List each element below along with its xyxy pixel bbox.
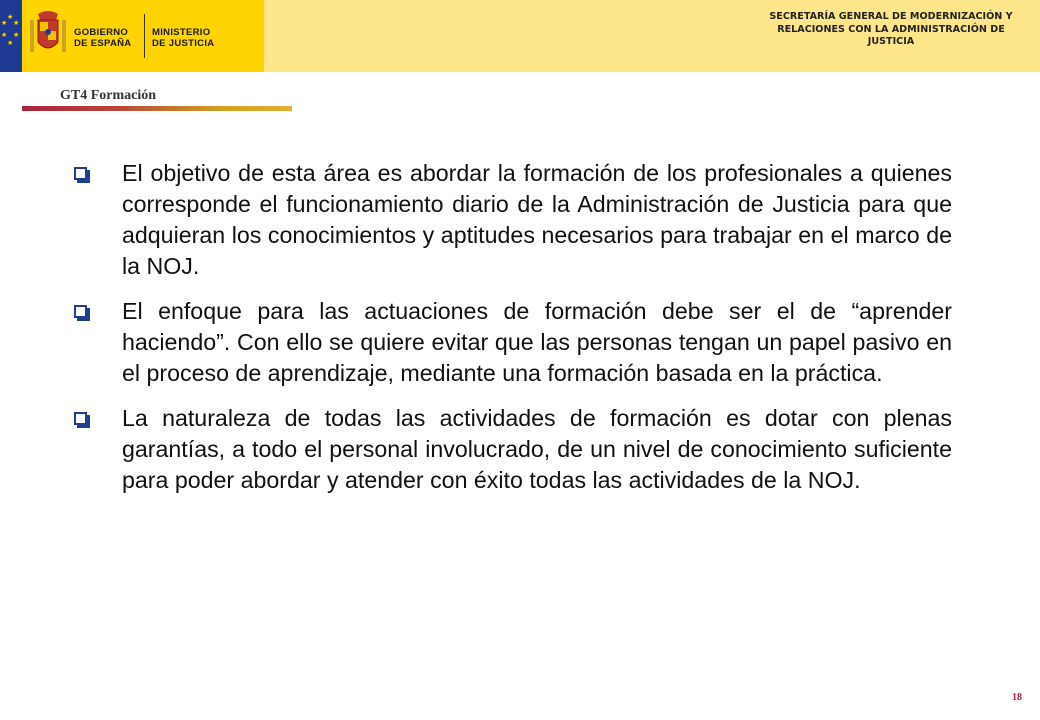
secretaria-heading: SECRETARÍA GENERAL DE MODERNIZACIÓN Y RELACIONES CON LA ADMINISTRACIÓN DE JUSTICIA [769, 11, 1013, 47]
section-title: GT4 Formación [60, 88, 157, 103]
page-number: 18 [1012, 692, 1022, 703]
title-underline-bar [22, 106, 292, 111]
checkbox-bullet-icon [74, 305, 87, 318]
bullet-text: El objetivo de esta área es abordar la formación de los profesionales a quienes corresponde el funcionamiento diario de la Administración de Justicia para que adquieran los conocimientos y aptitudes necesarios para trabajar en el marco de la NOJ. [122, 160, 952, 279]
bullet-text: El enfoque para las actuaciones de formación debe ser el de “aprender haciendo”. Con ello se quiere evitar que las personas tengan un papel pasivo en el proceso de aprendizaje, mediante una formación basada en la práctica. [122, 298, 952, 386]
checkbox-bullet-icon [74, 167, 87, 180]
checkbox-bullet-icon [74, 412, 87, 425]
logo-divider [144, 14, 145, 58]
logo-ministerio-text: MINISTERIO DE JUSTICIA [152, 27, 215, 49]
bullet-list [72, 158, 952, 510]
bullet-text: La naturaleza de todas las actividades de formación es dotar con plenas garantías, a todo el personal involucrado, de un nivel de conocimiento suficiente para poder abordar y atender con éxito todas las actividades de la NOJ. [122, 405, 952, 493]
logo-gobierno-text: GOBIERNO DE ESPAÑA [74, 27, 132, 49]
eu-flag-icon: ★ ★ ★ ★ ★ ★ [0, 0, 22, 72]
header-banner [0, 0, 1040, 72]
bullet-item [72, 403, 952, 496]
bullet-item [72, 158, 952, 282]
bullet-item [72, 296, 952, 389]
government-logo [22, 0, 264, 72]
coat-of-arms-icon [28, 10, 68, 60]
